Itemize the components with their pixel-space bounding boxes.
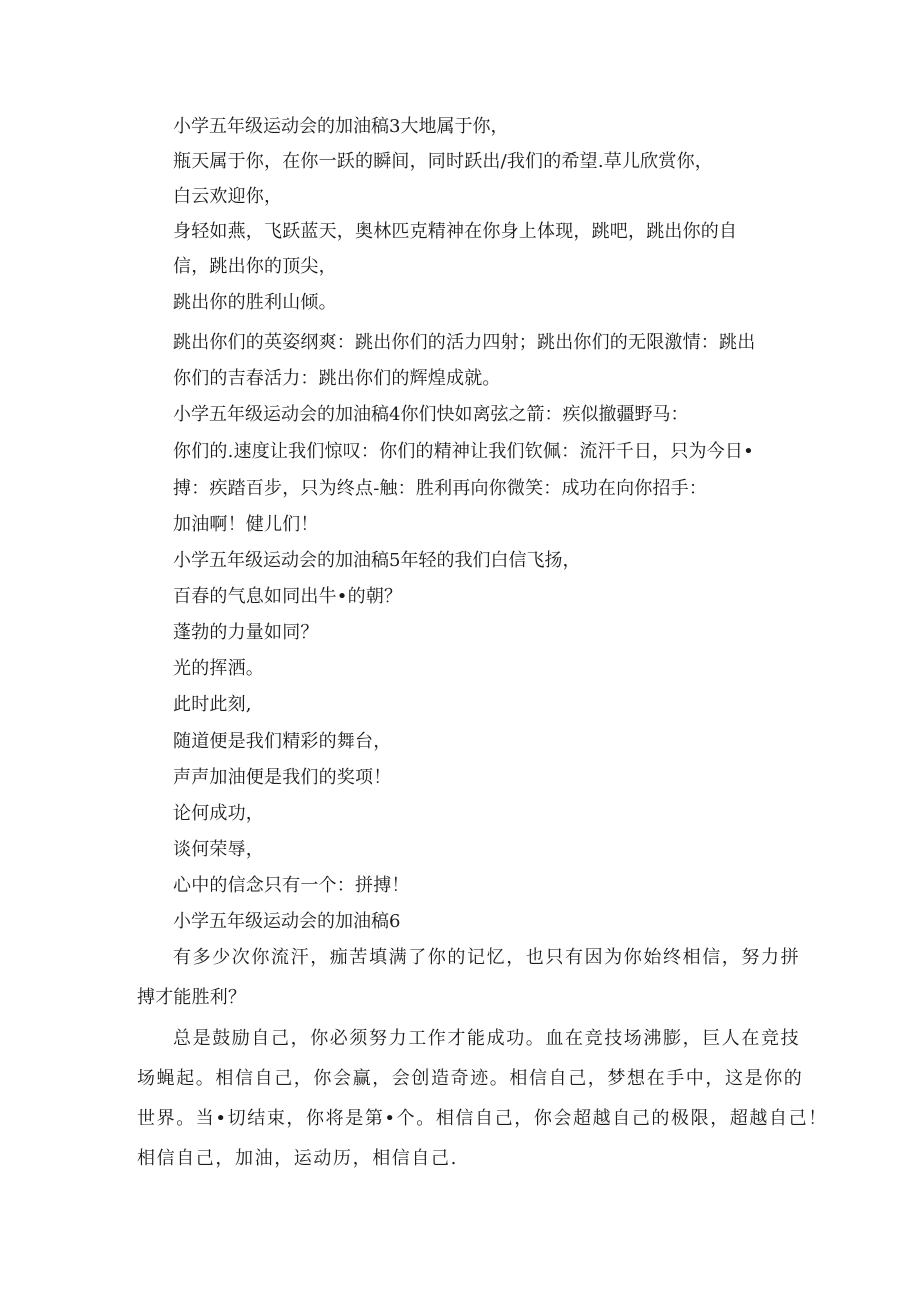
text-line: 你们的吉春活力：跳出你们的辉煌成就。 bbox=[173, 368, 501, 389]
paragraph-line: 有多少次你流汗，痂苦填满了你的记忆，也只有因为你始终相信，努力拼 bbox=[173, 947, 801, 968]
text-line: 瓶天属于你，在你一跃的瞬间，同时跃出/我们的希望.草儿欣赏你， bbox=[173, 151, 713, 172]
text-line: 白云欢迎你， bbox=[173, 186, 283, 207]
text-line: 论何成功， bbox=[173, 803, 264, 824]
heading-cheer-4: 小学五年级运动会的加油稿4你们快如离弦之箭：疾似撤疆野马： bbox=[173, 404, 689, 425]
text-line: 声声加油便是我们的奖项！ bbox=[173, 767, 392, 788]
text-line: 跳出你的胜利山倾。 bbox=[173, 292, 337, 313]
paragraph-line: 搏才能胜利？ bbox=[137, 987, 247, 1008]
paragraph-line: 场蝇起。相信自己，你会赢，会创造奇迹。相信自己，梦想在手中，这是你的 bbox=[137, 1068, 804, 1089]
heading-cheer-6: 小学五年级运动会的加油稿6 bbox=[173, 911, 401, 932]
text-line: 此时此刻, bbox=[173, 694, 252, 715]
text-line: 心中的信念只有一个：拼搏！ bbox=[173, 875, 410, 896]
text-line: 信，跳出你的顶尖， bbox=[173, 256, 337, 277]
text-line: 谈何荣辱， bbox=[173, 839, 264, 860]
text-line: 随道便是我们精彩的舞台， bbox=[173, 731, 392, 752]
paragraph-line: 相信自己，加油，运动历，相信自己. bbox=[137, 1148, 458, 1169]
heading-cheer-3: 小学五年级运动会的加油稿3大地属于你， bbox=[173, 116, 509, 137]
text-line: 加油啊！健儿们！ bbox=[173, 514, 319, 535]
text-line: 光的挥洒。 bbox=[173, 658, 264, 679]
paragraph-line: 总是鼓励自己，你必须努力工作才能成功。血在竞技场沸膨，巨人在竞技 bbox=[173, 1028, 801, 1049]
text-line: 身轻如燕，飞跃蓝天，奥林匹克精神在你身上体现，跳吧，跳出你的自 bbox=[173, 221, 738, 242]
text-line: 蓬勃的力量如同？ bbox=[173, 622, 319, 643]
paragraph-line: 世界。当•切结束，你将是第•个。相信自己，你会超越自己的极限，超越自己！ bbox=[137, 1108, 828, 1129]
text-line: 你们的.速度让我们惊叹：你们的精神让我们钦佩：流汗千日，只为今日• bbox=[173, 441, 754, 462]
heading-cheer-5: 小学五年级运动会的加油稿5年轻的我们白信飞扬， bbox=[173, 550, 581, 571]
text-line: 搏：疾踏百步，只为终点-触：胜利再向你微笑：成功在向你招手： bbox=[173, 478, 708, 499]
text-line: 百春的气息如同出牛•的朝？ bbox=[173, 586, 403, 607]
text-line: 跳出你们的英姿纲爽：跳出你们的活力四射；跳出你们的无限激情：跳出 bbox=[173, 332, 756, 353]
